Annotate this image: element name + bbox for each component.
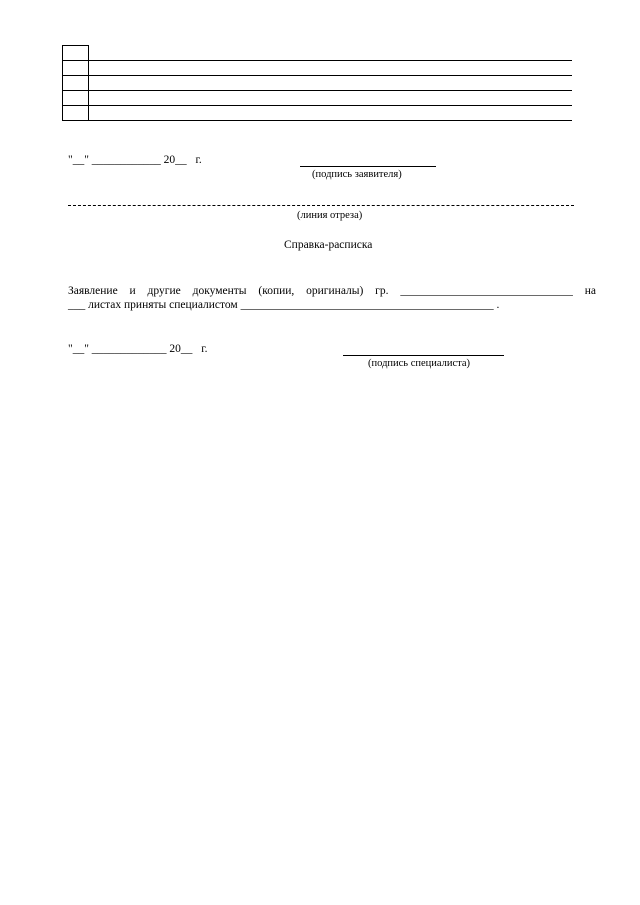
table-cell-number bbox=[63, 106, 89, 121]
specialist-year-suffix: г. bbox=[201, 343, 208, 355]
applicant-date-blank: ____________ bbox=[91, 154, 161, 166]
applicant-signature-caption: (подпись заявителя) bbox=[312, 169, 402, 180]
table-cell-number bbox=[63, 76, 89, 91]
cut-line-caption: (линия отреза) bbox=[297, 210, 363, 221]
table-cell-number bbox=[63, 46, 89, 61]
table-cell-number bbox=[63, 91, 89, 106]
table-cell-number bbox=[63, 61, 89, 76]
table-cell-content bbox=[89, 61, 573, 76]
table-cell-content bbox=[89, 91, 573, 106]
applicant-year: 20__ bbox=[163, 154, 187, 166]
table-row bbox=[63, 61, 573, 76]
table-cell-content bbox=[89, 106, 573, 121]
table-row bbox=[63, 91, 573, 106]
table-row bbox=[63, 106, 573, 121]
specialist-signature-line bbox=[343, 355, 504, 356]
specialist-signature-caption: (подпись специалиста) bbox=[368, 358, 471, 369]
receipt-text-line-1: Заявление и другие документы (копии, оригиналы) гр. ______________________________ на bbox=[68, 285, 596, 297]
specialist-date bbox=[68, 343, 208, 355]
cut-line bbox=[68, 205, 574, 206]
applicant-year-suffix: г. bbox=[195, 154, 202, 166]
specialist-year: 20__ bbox=[169, 343, 193, 355]
receipt-text-line-2: ___ листах приняты специалистом ____________________________________________ . bbox=[68, 299, 500, 311]
table-cell-content bbox=[89, 76, 573, 91]
specialist-date-blank: _____________ bbox=[91, 343, 167, 355]
applicant-date bbox=[68, 154, 202, 166]
specialist-date-quote: "__" bbox=[68, 343, 89, 355]
table-row bbox=[63, 76, 573, 91]
applicant-date-quote: "__" bbox=[68, 154, 89, 166]
applicant-signature-line bbox=[300, 166, 436, 167]
documents-table bbox=[62, 45, 572, 121]
table-cell-content bbox=[89, 46, 573, 61]
receipt-title: Справка-расписка bbox=[284, 239, 373, 251]
table-row bbox=[63, 46, 573, 61]
